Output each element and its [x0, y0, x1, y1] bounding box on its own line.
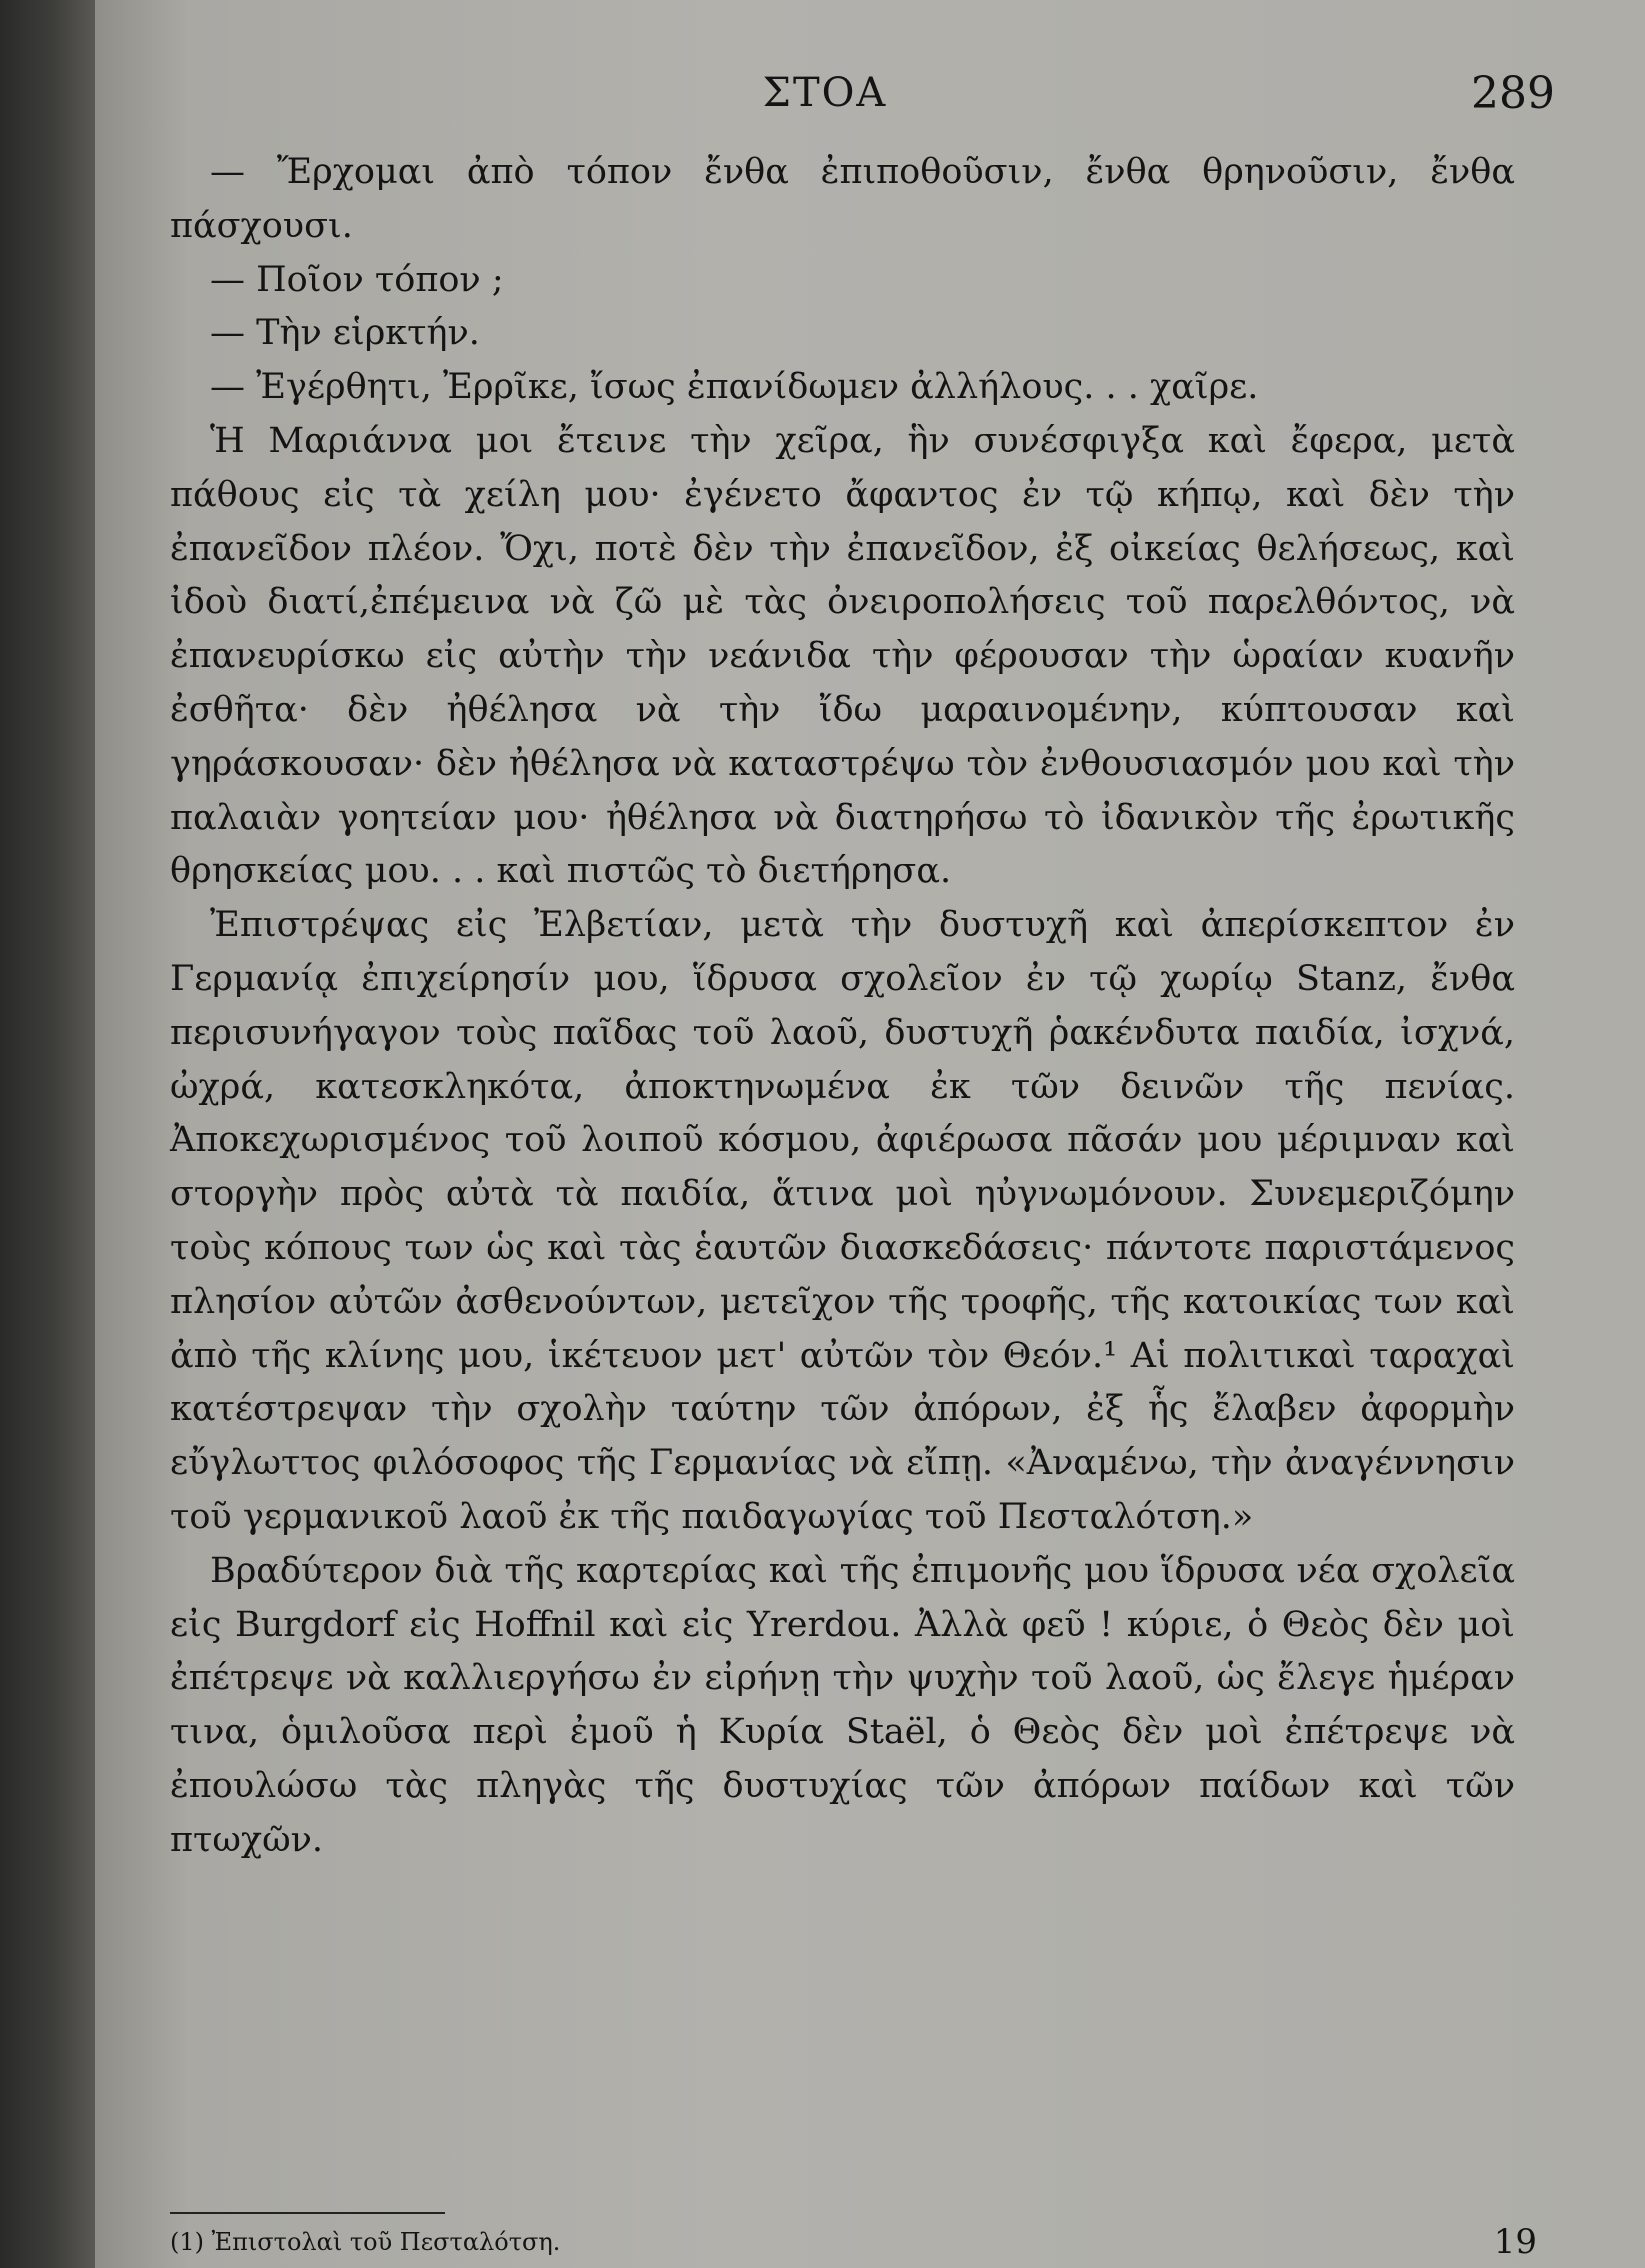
paragraph-stanz: Ἐπιστρέψας εἰς Ἐλβετίαν, μετὰ τὴν δυστυχῆ καὶ ἀπερίσκεπτον ἐν Γερμανίᾳ ἐπιχείρησίν μου, ἵδρυσα σχολεῖον ἐν τῷ χωρίῳ Stanz, ἔνθα περισυνήγαγον τοὺς παῖδας τοῦ λαοῦ, δυστυχῆ ῥακένδυτα παιδία, ἰσχνά, ὠχρά, κατεσκληκότα, ἀποκτηνωμένα ἐκ τῶν δεινῶν τῆς πενίας. Ἀποκεχωρισμένος τοῦ λοιποῦ κόσμου, ἀφιέρωσα πᾶσάν μου μέριμναν καὶ στοργὴν πρὸς αὐτὰ τὰ παιδία, ἅτινα μοὶ ηὐγνωμόνουν. Συνεμεριζόμην τοὺς κόπους των ὡς καὶ τὰς ἑαυτῶν διασκεδάσεις· πάντοτε παριστάμενος πλησίον αὐτῶν ἀσθενούντων, μετεῖχον τῆς τροφῆς, τῆς κατοικίας των καὶ ἀπὸ τῆς κλίνης μου, ἱκέτευον μετ' αὐτῶν τὸν Θεόν.¹ Αἱ πολιτικαὶ ταραχαὶ κατέστρεψαν τὴν σχολὴν ταύτην τῶν ἀπόρων, ἐξ ἧς ἔλαβεν ἀφορμὴν εὔγλωττος φιλόσοφος τῆς Γερμανίας νὰ εἴπῃ. «Ἀναμένω, τὴν ἀναγέννησιν τοῦ γερμανικοῦ λαοῦ ἐκ τῆς παιδαγωγίας τοῦ Πεσταλότση.» [170, 905, 1515, 1537]
footnote [170, 2228, 560, 2256]
dialogue-line-2: — Ποῖον τόπον ; [210, 259, 504, 300]
dialogue-line-4: — Ἐγέρθητι, Ἐρρῖκε, ἴσως ἐπανίδωμεν ἀλλήλους. . . χαῖρε. [210, 367, 1259, 408]
footnote-marker: (1) [170, 2228, 204, 2256]
dialogue-line-1: — Ἔρχομαι ἀπὸ τόπον ἔνθα ἐπιποθοῦσιν, ἔνθα θρηνοῦσιν, ἔνθα πάσχουσι. [170, 152, 1515, 246]
book-page [95, 0, 1645, 2268]
footnote-divider [170, 2212, 445, 2214]
page-number: 289 [1471, 68, 1555, 119]
paragraph-marianna: Ἡ Μαριάννα μοι ἔτεινε τὴν χεῖρα, ἣν συνέσφιγξα καὶ ἔφερα, μετὰ πάθους εἰς τὰ χείλη μου· ἐγένετο ἄφαντος ἐν τῷ κήπῳ, καὶ δὲν τὴν ἐπανεῖδον πλέον. Ὄχι, ποτὲ δὲν τὴν ἐπανεῖδον, ἐξ οἰκείας θελήσεως, καὶ ἰδοὺ διατί,ἐπέμεινα νὰ ζῶ μὲ τὰς ὀνειροπολήσεις τοῦ παρελθόντος, νὰ ἐπανευρίσκω εἰς αὐτὴν τὴν νεάνιδα τὴν φέρουσαν τὴν ὡραίαν κυανῆν ἐσθῆτα· δὲν ἠθέλησα νὰ τὴν ἴδω μαραινομένην, κύπτουσαν καὶ γηράσκουσαν· δὲν ἠθέλησα νὰ καταστρέψω τὸν ἐνθουσιασμόν μου καὶ τὴν παλαιὰν γοητείαν μου· ἠθέλησα νὰ διατηρήσω τὸ ἰδανικὸν τῆς ἐρωτικῆς θρησκείας μου. . . καὶ πιστῶς τὸ διετήρησα. [170, 420, 1515, 892]
paragraph-burgdorf: Βραδύτερον διὰ τῆς καρτερίας καὶ τῆς ἐπιμονῆς μου ἵδρυσα νέα σχολεῖα εἰς Burgdorf εἰς Hoffnil καὶ εἰς Yrerdou. Ἀλλὰ φεῦ ! κύριε, ὁ Θεὸς δὲν μοὶ ἐπέτρεψε νὰ καλλιεργήσω ἐν εἰρήνῃ τὴν ψυχὴν τοῦ λαοῦ, ὡς ἔλεγε ἡμέραν τινα, ὁμιλοῦσα περὶ ἐμοῦ ἡ Κυρία Staël, ὁ Θεὸς δὲν μοὶ ἐπέτρεψε νὰ ἐπουλώσω τὰς πληγὰς τῆς δυστυχίας τῶν ἀπόρων παίδων καὶ τῶν πτωχῶν. [170, 1550, 1515, 1860]
signature-mark: 19 [1493, 2222, 1537, 2262]
page-body [170, 146, 1515, 1868]
dialogue-line-3: — Τὴν εἱρκτήν. [210, 313, 480, 354]
running-head-title: ΣΤΟΑ [762, 70, 888, 116]
footnote-text: Ἐπιστολαὶ τοῦ Πεσταλότση. [211, 2228, 561, 2256]
book-spine-shadow [0, 0, 95, 2268]
